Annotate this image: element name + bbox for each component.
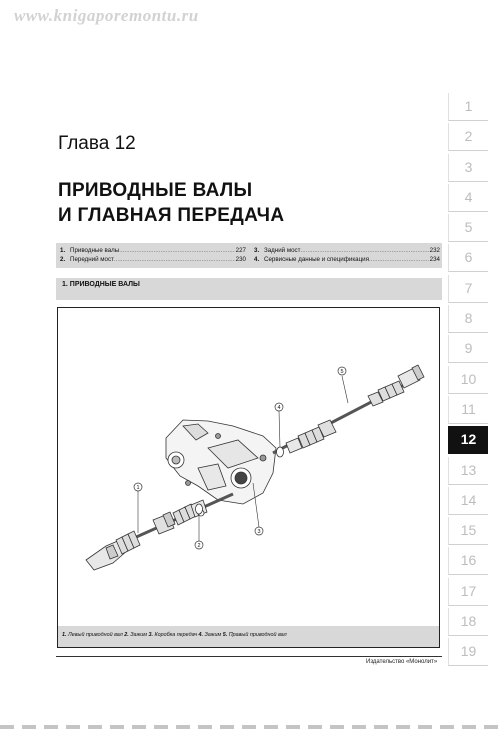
publisher-label: Издательство «Монолит»: [366, 659, 438, 665]
chapter-tab[interactable]: 7: [448, 275, 488, 303]
callout-1-label: 1: [136, 485, 140, 491]
toc-entry[interactable]: [60, 247, 246, 256]
figure-frame: [57, 307, 440, 648]
toc-entry[interactable]: [254, 247, 440, 256]
toc-entry-label: Приводные валы: [70, 247, 120, 254]
toc-entry-label: Сервисные данные и спецификация: [264, 255, 369, 263]
chapter-tabs: [448, 93, 488, 669]
callout-2-label: 2: [197, 543, 201, 549]
title-line-2: И ГЛАВНАЯ ПЕРЕДАЧА: [58, 205, 285, 226]
chapter-tab[interactable]: 11: [448, 396, 488, 424]
caption-text: Зажим: [203, 632, 223, 638]
chapter-tab[interactable]: 15: [448, 517, 488, 545]
clamp-right: [277, 447, 284, 457]
toc-entry-number: 3.: [254, 247, 260, 254]
caption-num: 2.: [124, 632, 129, 638]
chapter-tab[interactable]: 17: [448, 578, 488, 606]
chapter-tab[interactable]: 2: [448, 123, 488, 151]
toc-column-right: [254, 247, 440, 264]
callout-3-label: 3: [257, 529, 261, 535]
toc-entry[interactable]: [254, 256, 440, 265]
figure-caption: [62, 632, 287, 638]
transmission-housing: [166, 420, 276, 504]
section-heading-bar: [56, 278, 442, 300]
toc-entry-number: 1.: [60, 247, 66, 254]
toc-entry-page: 230: [235, 255, 246, 263]
chapter-tab[interactable]: 16: [448, 547, 488, 575]
section-heading: 1. ПРИВОДНЫЕ ВАЛЫ: [62, 281, 140, 288]
chapter-tab[interactable]: 1: [448, 93, 488, 121]
chapter-tab[interactable]: 4: [448, 184, 488, 212]
caption-text: Зажим: [128, 632, 149, 638]
toc-column-left: [60, 247, 246, 264]
caption-text: Левый приводной вал: [66, 632, 125, 638]
toc-leader-dots: [369, 256, 429, 265]
chapter-title: [58, 178, 284, 228]
footer-divider: [56, 656, 442, 657]
title-line-1: ПРИВОДНЫЕ ВАЛЫ: [58, 180, 253, 201]
caption-num: 1.: [62, 632, 67, 638]
toc-entry-page: 227: [235, 247, 246, 254]
chapter-tab[interactable]: 13: [448, 457, 488, 485]
caption-num: 5.: [222, 632, 228, 638]
caption-text: Правый приводной вал: [227, 632, 287, 638]
chapter-label: Глава 12: [58, 133, 136, 154]
chapter-tab-active[interactable]: 12: [448, 426, 488, 454]
toc-entry-label: Задний мост: [264, 247, 301, 254]
drive-shafts-illustration: [58, 308, 439, 626]
toc-leader-dots: [119, 247, 234, 256]
toc-entry-page: 234: [429, 255, 440, 263]
toc-entry-number: 4.: [254, 255, 260, 263]
table-of-contents: [56, 243, 442, 268]
caption-num: 3.: [148, 632, 153, 638]
chapter-tab[interactable]: 9: [448, 335, 488, 363]
callout-4-label: 4: [277, 405, 281, 411]
clamp-left: [196, 504, 203, 514]
toc-entry[interactable]: [60, 256, 246, 265]
toc-entry-number: 2.: [60, 255, 66, 263]
chapter-tab[interactable]: 5: [448, 214, 488, 242]
right-drive-shaft: [273, 365, 424, 453]
toc-entry-page: 232: [429, 247, 440, 254]
caption-text: Коробка передач: [152, 632, 199, 638]
left-drive-shaft: [86, 494, 233, 570]
callout-5-label: 5: [340, 369, 344, 375]
chapter-tab[interactable]: 10: [448, 366, 488, 394]
page-bottom-edge: [0, 725, 500, 729]
figure-caption-bar: [58, 626, 439, 647]
chapter-tab[interactable]: 3: [448, 154, 488, 182]
toc-leader-dots: [114, 256, 235, 265]
toc-leader-dots: [300, 247, 428, 256]
chapter-tab[interactable]: 8: [448, 305, 488, 333]
watermark: www.knigaporemontu.ru: [14, 6, 199, 25]
toc-entry-label: Передний мост: [70, 255, 114, 263]
chapter-tab[interactable]: 18: [448, 608, 488, 636]
chapter-tab[interactable]: 19: [448, 638, 488, 666]
chapter-tab[interactable]: 6: [448, 244, 488, 272]
chapter-tab[interactable]: 14: [448, 487, 488, 515]
caption-num: 4.: [198, 632, 203, 638]
